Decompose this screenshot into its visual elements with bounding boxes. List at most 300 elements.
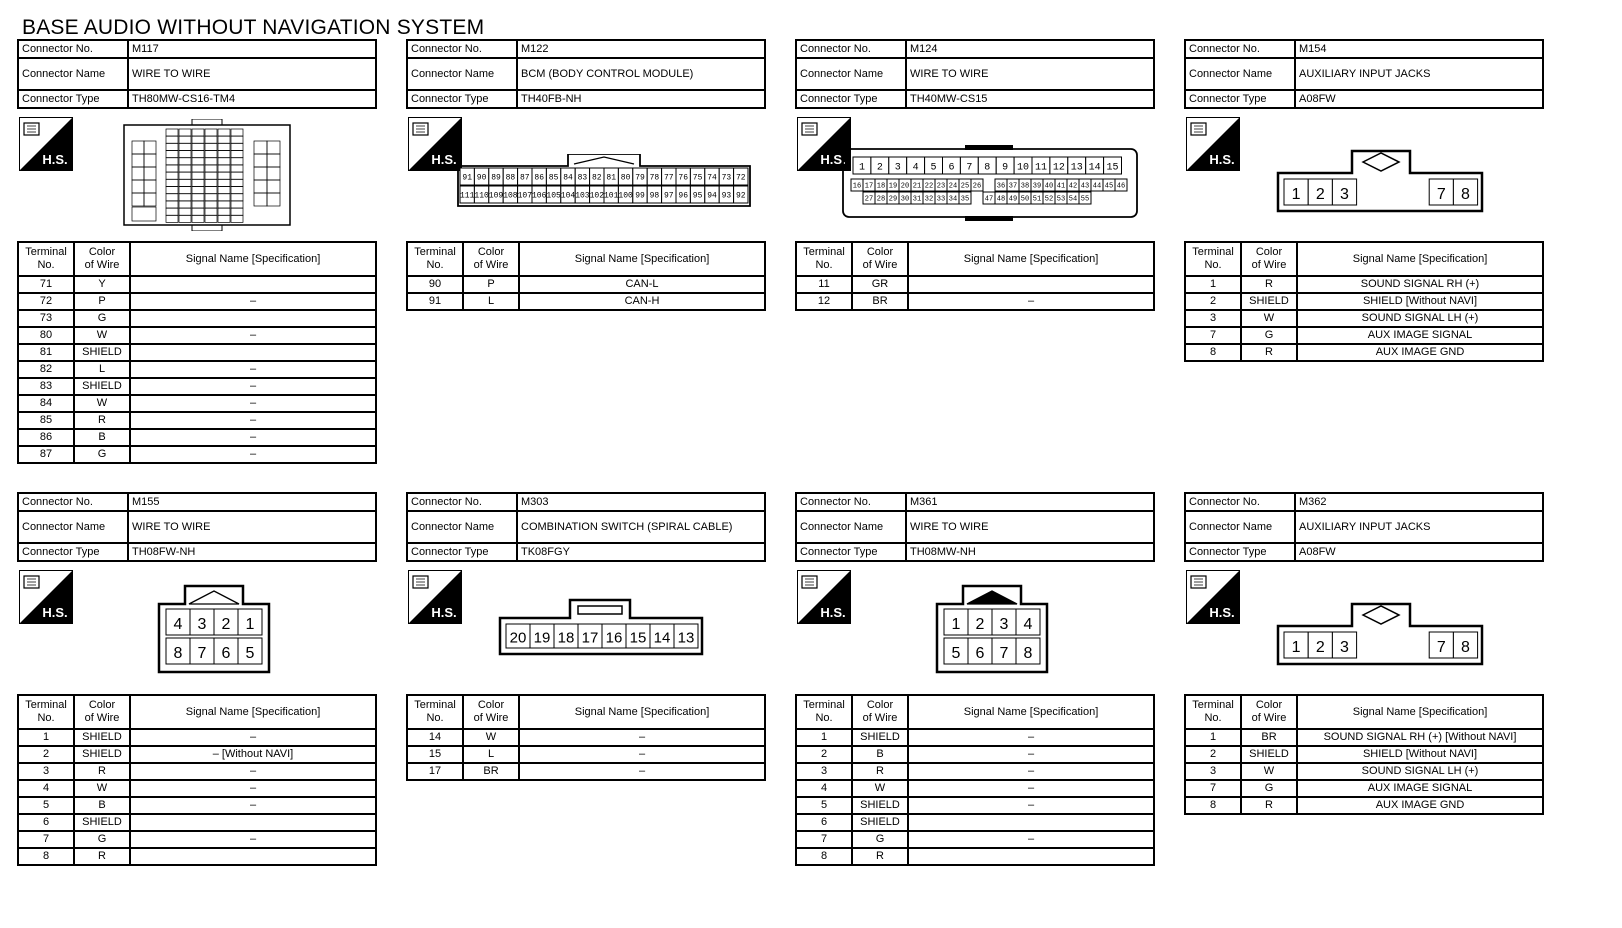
pin-cavity bbox=[947, 192, 959, 204]
connector-face-diagram bbox=[841, 145, 1141, 221]
pin-number: 3 bbox=[999, 616, 1009, 633]
pin-number: 84 bbox=[563, 173, 573, 183]
terminal-no: 73 bbox=[18, 310, 74, 327]
pin-cavity bbox=[1016, 609, 1040, 635]
pin-number: 1 bbox=[1291, 186, 1301, 203]
pin-cavity bbox=[899, 192, 911, 204]
color-header: Color of Wire bbox=[1241, 695, 1297, 729]
wire-color: R bbox=[74, 848, 130, 865]
pin-cavity bbox=[650, 624, 674, 648]
wire-color: L bbox=[74, 361, 130, 378]
signal-header: Signal Name [Specification] bbox=[908, 242, 1154, 276]
connector-type-label: Connector Type bbox=[18, 543, 128, 561]
signal-name: – bbox=[908, 780, 1154, 797]
pin-number: 15 bbox=[629, 629, 647, 647]
pin-cavity bbox=[546, 168, 560, 185]
connector-header-table bbox=[406, 39, 766, 109]
pin-cavity bbox=[633, 186, 647, 203]
terminal-row bbox=[18, 797, 376, 814]
connector-no-value: M362 bbox=[1295, 493, 1543, 511]
signal-name: – bbox=[130, 729, 376, 746]
signal-name: – bbox=[519, 746, 765, 763]
pin-number: 1 bbox=[951, 616, 961, 633]
signal-name bbox=[908, 814, 1154, 831]
pin-cavity bbox=[1453, 632, 1477, 658]
terminal-no: 17 bbox=[407, 763, 463, 780]
pin-cavity bbox=[561, 186, 576, 203]
pin-cavity bbox=[690, 186, 704, 203]
signal-name: – bbox=[130, 797, 376, 814]
terminal-row bbox=[18, 395, 376, 412]
pin-cavity bbox=[1332, 632, 1356, 658]
pin-number: 78 bbox=[649, 173, 660, 183]
signal-name: AUX IMAGE GND bbox=[1297, 344, 1543, 361]
pin-number: 17 bbox=[864, 182, 874, 191]
hs-label: H.S. bbox=[431, 605, 457, 620]
signal-name: SOUND SIGNAL RH (+) [Without NAVI] bbox=[1297, 729, 1543, 746]
pin-cavity bbox=[863, 179, 875, 191]
pin-number: 8 bbox=[1461, 186, 1470, 203]
terminal-no: 82 bbox=[18, 361, 74, 378]
signal-header: Signal Name [Specification] bbox=[130, 695, 376, 729]
connector-type-value: TH40MW-CS15 bbox=[906, 90, 1154, 108]
pin-number: 5 bbox=[245, 645, 255, 662]
pin-cavity bbox=[1429, 632, 1453, 658]
signal-name: – bbox=[130, 327, 376, 344]
wire-color: W bbox=[74, 327, 130, 344]
pin-number: 40 bbox=[1044, 182, 1054, 191]
terminal-no: 5 bbox=[18, 797, 74, 814]
pin-cavity bbox=[1453, 179, 1477, 205]
hs-connector-icon bbox=[19, 117, 73, 171]
pin-cavity bbox=[662, 168, 676, 185]
connector-face-diagram bbox=[935, 584, 1049, 674]
signal-name: CAN-H bbox=[519, 293, 765, 310]
terminal-row bbox=[1185, 797, 1543, 814]
wire-color: BR bbox=[852, 293, 908, 310]
terminal-no: 3 bbox=[18, 763, 74, 780]
signal-name: – bbox=[908, 797, 1154, 814]
signal-name: – bbox=[130, 361, 376, 378]
pin-number: 4 bbox=[1023, 616, 1033, 633]
terminal-row bbox=[1185, 746, 1543, 763]
pin-number: 51 bbox=[1032, 195, 1042, 204]
pin-cavity bbox=[676, 186, 690, 203]
pin-number: 2 bbox=[221, 616, 231, 633]
pin-number: 11 bbox=[1034, 162, 1047, 174]
pin-cavity bbox=[863, 192, 875, 204]
color-header: Color of Wire bbox=[463, 242, 519, 276]
pin-cavity bbox=[1284, 179, 1308, 205]
terminal-no: 2 bbox=[796, 746, 852, 763]
pin-cavity bbox=[546, 186, 561, 203]
pin-cavity bbox=[907, 157, 925, 174]
wire-color: BR bbox=[463, 763, 519, 780]
connector-face-diagram bbox=[122, 119, 292, 231]
pin-cavity bbox=[590, 186, 605, 203]
pin-number: 74 bbox=[707, 173, 717, 183]
terminal-no: 12 bbox=[796, 293, 852, 310]
connector-type-label: Connector Type bbox=[407, 90, 517, 108]
terminal-row bbox=[18, 361, 376, 378]
pin-number: 27 bbox=[864, 195, 874, 204]
pin-number: 7 bbox=[999, 645, 1009, 662]
hs-label: H.S. bbox=[42, 152, 68, 167]
pin-cavity bbox=[960, 157, 978, 174]
pin-number: 3 bbox=[1340, 186, 1349, 203]
pin-cavity bbox=[705, 186, 719, 203]
pin-number: 1 bbox=[1291, 639, 1301, 656]
pin-cavity bbox=[1014, 157, 1032, 174]
connector-face-diagram bbox=[1276, 149, 1486, 215]
pin-number: 47 bbox=[984, 195, 994, 204]
terminal-no: 84 bbox=[18, 395, 74, 412]
pin-cavity bbox=[968, 638, 992, 664]
pin-number: 34 bbox=[948, 195, 958, 204]
pin-number: 55 bbox=[1080, 195, 1090, 204]
signal-name bbox=[130, 814, 376, 831]
terminal-no: 80 bbox=[18, 327, 74, 344]
color-header: Color of Wire bbox=[74, 695, 130, 729]
terminal-header: Terminal No. bbox=[407, 695, 463, 729]
pin-cavity bbox=[1055, 179, 1067, 191]
pin-number: 103 bbox=[575, 191, 590, 201]
terminal-no: 91 bbox=[407, 293, 463, 310]
connector-no-value: M154 bbox=[1295, 40, 1543, 58]
pin-cavity bbox=[530, 624, 554, 648]
connector-no-label: Connector No. bbox=[18, 493, 128, 511]
connector-no-label: Connector No. bbox=[407, 40, 517, 58]
pin-number: 44 bbox=[1092, 182, 1102, 191]
signal-name: SHIELD [Without NAVI] bbox=[1297, 746, 1543, 763]
pin-number: 75 bbox=[692, 173, 703, 183]
terminal-row bbox=[18, 746, 376, 763]
pin-number: 97 bbox=[663, 191, 674, 201]
wire-color: W bbox=[74, 395, 130, 412]
pin-cavity bbox=[474, 168, 488, 185]
pin-cavity bbox=[719, 168, 733, 185]
terminal-row bbox=[18, 763, 376, 780]
pin-number: 13 bbox=[677, 629, 695, 647]
pin-cavity bbox=[1019, 179, 1031, 191]
hs-connector-icon bbox=[408, 117, 462, 171]
pin-number: 39 bbox=[1032, 182, 1042, 191]
wire-color: G bbox=[1241, 780, 1297, 797]
pin-number: 110 bbox=[474, 191, 489, 201]
pin-cavity bbox=[489, 186, 504, 203]
connector-header-table bbox=[17, 492, 377, 562]
pin-number: 43 bbox=[1080, 182, 1090, 191]
connector-type-value: TH80MW-CS16-TM4 bbox=[128, 90, 376, 108]
signal-name: – bbox=[130, 412, 376, 429]
pin-number: 45 bbox=[1104, 182, 1114, 191]
terminal-row bbox=[18, 412, 376, 429]
pin-cavity bbox=[944, 638, 968, 664]
connector-type-label: Connector Type bbox=[796, 543, 906, 561]
pin-number: 8 bbox=[984, 162, 991, 174]
connector-type-value: TH40FB-NH bbox=[517, 90, 765, 108]
pin-number: 52 bbox=[1044, 195, 1054, 204]
terminal-table bbox=[795, 241, 1155, 311]
connector-name-value: BCM (BODY CONTROL MODULE) bbox=[517, 58, 765, 90]
connector-type-value: TH08MW-NH bbox=[906, 543, 1154, 561]
connector-header-table bbox=[1184, 39, 1544, 109]
terminal-no: 2 bbox=[18, 746, 74, 763]
wire-color: G bbox=[852, 831, 908, 848]
pin-cavity bbox=[1103, 179, 1115, 191]
terminal-no: 1 bbox=[1185, 276, 1241, 293]
terminal-row bbox=[1185, 729, 1543, 746]
terminal-header: Terminal No. bbox=[796, 242, 852, 276]
terminal-no: 1 bbox=[796, 729, 852, 746]
pin-number: 4 bbox=[173, 616, 183, 633]
pin-cavity bbox=[554, 624, 578, 648]
signal-header: Signal Name [Specification] bbox=[519, 695, 765, 729]
terminal-no: 6 bbox=[796, 814, 852, 831]
pin-cavity bbox=[166, 638, 190, 664]
pin-number: 36 bbox=[996, 182, 1006, 191]
terminal-no: 7 bbox=[1185, 780, 1241, 797]
pin-number: 24 bbox=[948, 182, 958, 191]
terminal-no: 3 bbox=[1185, 310, 1241, 327]
signal-header: Signal Name [Specification] bbox=[1297, 242, 1543, 276]
terminal-no: 15 bbox=[407, 746, 463, 763]
pin-number: 109 bbox=[488, 191, 504, 201]
wire-color: G bbox=[74, 310, 130, 327]
pin-number: 6 bbox=[948, 162, 955, 174]
pin-number: 101 bbox=[603, 191, 619, 201]
pin-cavity bbox=[662, 186, 676, 203]
connector-block bbox=[17, 492, 377, 866]
pin-number: 7 bbox=[966, 162, 973, 174]
terminal-row bbox=[18, 729, 376, 746]
pin-number: 18 bbox=[876, 182, 886, 191]
pin-cavity bbox=[1032, 157, 1050, 174]
pin-cavity bbox=[1091, 179, 1103, 191]
pin-cavity bbox=[618, 186, 633, 203]
pin-cavity bbox=[1086, 157, 1104, 174]
pin-number: 99 bbox=[635, 191, 645, 201]
pin-cavity bbox=[899, 179, 911, 191]
pin-number: 106 bbox=[531, 191, 547, 201]
wire-color: G bbox=[1241, 327, 1297, 344]
pin-cavity bbox=[851, 179, 863, 191]
terminal-row bbox=[796, 848, 1154, 865]
connector-header-table bbox=[406, 492, 766, 562]
signal-name: – bbox=[908, 729, 1154, 746]
wire-color: B bbox=[852, 746, 908, 763]
pin-cavity bbox=[995, 192, 1007, 204]
pin-number: 93 bbox=[721, 191, 732, 201]
terminal-row bbox=[18, 327, 376, 344]
connector-header-table bbox=[1184, 492, 1544, 562]
pin-cavity bbox=[590, 168, 604, 185]
wire-color: SHIELD bbox=[74, 378, 130, 395]
pin-number: 10 bbox=[1017, 162, 1030, 174]
terminal-row bbox=[18, 429, 376, 446]
pin-number: 29 bbox=[888, 195, 898, 204]
pin-cavity bbox=[959, 192, 971, 204]
pin-number: 20 bbox=[900, 182, 910, 191]
connector-name-value: WIRE TO WIRE bbox=[906, 58, 1154, 90]
connector-name-value: COMBINATION SWITCH (SPIRAL CABLE) bbox=[517, 511, 765, 543]
pin-cavity bbox=[887, 192, 899, 204]
pin-cavity bbox=[992, 609, 1016, 635]
pin-cavity bbox=[190, 638, 214, 664]
pin-number: 7 bbox=[1436, 639, 1446, 656]
pin-cavity bbox=[561, 168, 575, 185]
connector-face-diagram bbox=[1276, 602, 1486, 668]
terminal-row bbox=[18, 344, 376, 361]
pin-cavity bbox=[875, 179, 887, 191]
pin-cavity bbox=[971, 179, 983, 191]
pin-cavity bbox=[690, 168, 704, 185]
pin-number: 2 bbox=[975, 616, 985, 633]
pin-number: 26 bbox=[972, 182, 982, 191]
terminal-row bbox=[1185, 763, 1543, 780]
connector-face-diagram bbox=[498, 598, 706, 658]
signal-name: – bbox=[908, 831, 1154, 848]
connector-block bbox=[795, 492, 1155, 866]
pin-cavity bbox=[1019, 192, 1031, 204]
connector-no-label: Connector No. bbox=[18, 40, 128, 58]
connector-no-value: M117 bbox=[128, 40, 376, 58]
hs-connector-icon bbox=[1186, 117, 1240, 171]
terminal-no: 8 bbox=[18, 848, 74, 865]
terminal-row bbox=[1185, 327, 1543, 344]
connector-type-label: Connector Type bbox=[796, 90, 906, 108]
color-header: Color of Wire bbox=[74, 242, 130, 276]
pin-number: 49 bbox=[1008, 195, 1018, 204]
pin-number: 7 bbox=[197, 645, 207, 662]
pin-number: 89 bbox=[491, 173, 501, 183]
connector-name-value: WIRE TO WIRE bbox=[906, 511, 1154, 543]
terminal-no: 87 bbox=[18, 446, 74, 463]
pin-number: 80 bbox=[620, 173, 631, 183]
signal-name: – bbox=[130, 395, 376, 412]
color-header: Color of Wire bbox=[1241, 242, 1297, 276]
connector-block bbox=[1184, 39, 1544, 362]
hs-connector-icon bbox=[1186, 570, 1240, 624]
terminal-row bbox=[1185, 780, 1543, 797]
wire-color: R bbox=[852, 763, 908, 780]
terminal-row bbox=[1185, 344, 1543, 361]
hs-label: H.S. bbox=[431, 152, 457, 167]
pin-cavity bbox=[460, 168, 474, 185]
pin-number: 94 bbox=[707, 191, 717, 201]
pin-cavity bbox=[647, 168, 661, 185]
pin-number: 48 bbox=[996, 195, 1006, 204]
signal-name: – bbox=[908, 746, 1154, 763]
terminal-no: 1 bbox=[1185, 729, 1241, 746]
connector-name-label: Connector Name bbox=[407, 58, 517, 90]
pin-number: 19 bbox=[888, 182, 898, 191]
terminal-row bbox=[18, 446, 376, 463]
connector-name-label: Connector Name bbox=[1185, 511, 1295, 543]
pin-cavity bbox=[1068, 157, 1086, 174]
page-title: BASE AUDIO WITHOUT NAVIGATION SYSTEM bbox=[22, 16, 485, 39]
terminal-no: 11 bbox=[796, 276, 852, 293]
pin-number: 18 bbox=[557, 629, 575, 647]
wire-color: Y bbox=[74, 276, 130, 293]
pin-number: 21 bbox=[912, 182, 922, 191]
connector-name-label: Connector Name bbox=[796, 58, 906, 90]
terminal-row bbox=[18, 310, 376, 327]
pin-cavity bbox=[1429, 179, 1453, 205]
pin-number: 4 bbox=[912, 162, 919, 174]
signal-name: – bbox=[130, 446, 376, 463]
pin-cavity bbox=[578, 624, 602, 648]
pin-number: 2 bbox=[1315, 639, 1325, 656]
pin-cavity bbox=[923, 179, 935, 191]
pin-cavity bbox=[238, 638, 262, 664]
connector-name-value: AUXILIARY INPUT JACKS bbox=[1295, 58, 1543, 90]
pin-cavity bbox=[925, 157, 943, 174]
terminal-header: Terminal No. bbox=[18, 242, 74, 276]
signal-name bbox=[130, 848, 376, 865]
color-header: Color of Wire bbox=[463, 695, 519, 729]
terminal-header: Terminal No. bbox=[796, 695, 852, 729]
pin-cavity bbox=[968, 609, 992, 635]
pin-number: 86 bbox=[534, 173, 545, 183]
pin-cavity bbox=[1016, 638, 1040, 664]
terminal-no: 1 bbox=[18, 729, 74, 746]
terminal-row bbox=[796, 814, 1154, 831]
wire-color: P bbox=[463, 276, 519, 293]
terminal-table bbox=[406, 694, 766, 781]
pin-cavity bbox=[190, 609, 214, 635]
pin-cavity bbox=[618, 168, 632, 185]
terminal-no: 8 bbox=[796, 848, 852, 865]
terminal-row bbox=[18, 378, 376, 395]
pin-number: 102 bbox=[589, 191, 605, 201]
wire-color: SHIELD bbox=[74, 344, 130, 361]
pin-number: 5 bbox=[930, 162, 937, 174]
pin-number: 92 bbox=[735, 191, 746, 201]
terminal-header: Terminal No. bbox=[1185, 242, 1241, 276]
signal-name bbox=[130, 344, 376, 361]
pin-cavity bbox=[992, 638, 1016, 664]
terminal-row bbox=[407, 293, 765, 310]
connector-no-label: Connector No. bbox=[796, 40, 906, 58]
pin-cavity bbox=[506, 624, 530, 648]
color-header: Color of Wire bbox=[852, 695, 908, 729]
pin-cavity bbox=[518, 186, 533, 203]
signal-name bbox=[908, 276, 1154, 293]
pin-number: 108 bbox=[503, 191, 518, 201]
pin-cavity bbox=[1067, 179, 1079, 191]
connector-no-label: Connector No. bbox=[407, 493, 517, 511]
pin-number: 16 bbox=[605, 629, 623, 647]
signal-name: – bbox=[908, 763, 1154, 780]
pin-number: 46 bbox=[1116, 182, 1126, 191]
connector-no-value: M124 bbox=[906, 40, 1154, 58]
signal-name: – bbox=[130, 293, 376, 310]
pin-cavity bbox=[734, 186, 748, 203]
pin-cavity bbox=[719, 186, 733, 203]
signal-name bbox=[130, 276, 376, 293]
terminal-table bbox=[406, 241, 766, 311]
pin-number: 38 bbox=[1020, 182, 1030, 191]
terminal-table bbox=[17, 694, 377, 866]
wire-color: G bbox=[74, 831, 130, 848]
wire-color: SHIELD bbox=[74, 729, 130, 746]
pin-cavity bbox=[911, 179, 923, 191]
pin-cavity bbox=[575, 168, 589, 185]
pin-cavity bbox=[935, 192, 947, 204]
pin-number: 72 bbox=[735, 173, 746, 183]
wire-color: W bbox=[463, 729, 519, 746]
